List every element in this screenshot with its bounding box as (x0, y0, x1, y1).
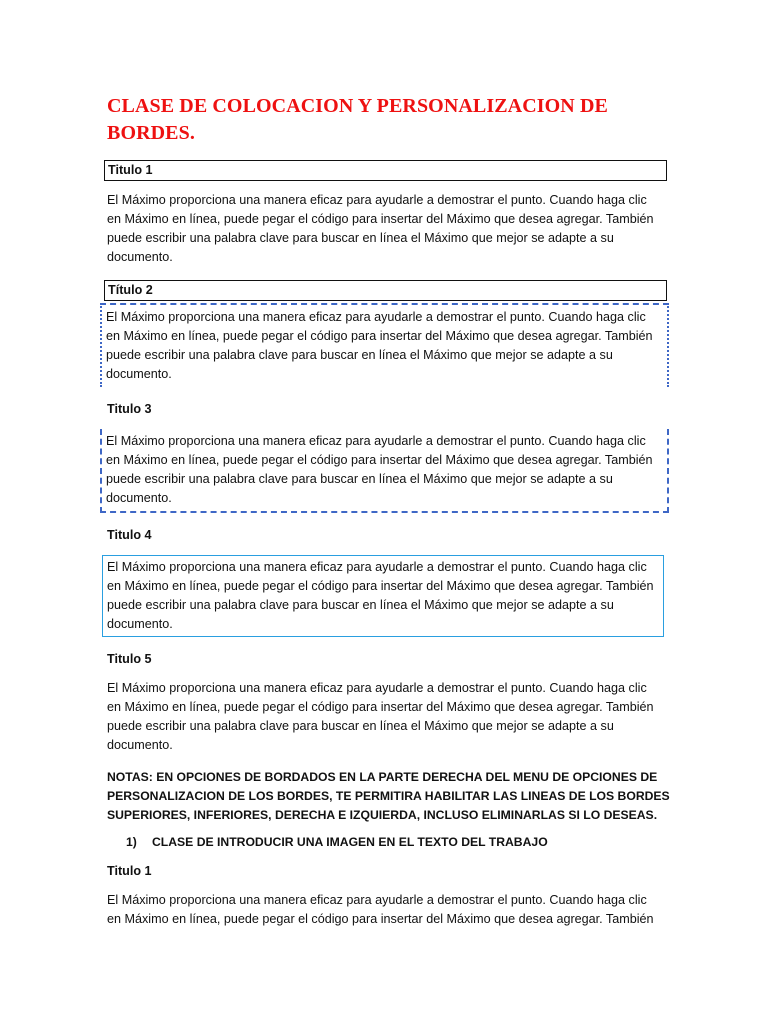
paragraph-line: en Máximo en línea, puede pegar el código para insertar del Máximo que desea agregar. También (107, 579, 654, 593)
document-title-line-2: BORDES. (107, 122, 195, 144)
paragraph-4-blue-border (102, 555, 664, 637)
paragraph-line: El Máximo proporciona una manera eficaz para ayudarle a demostrar el punto. Cuando haga clic (107, 560, 647, 574)
paragraph-line: puede escribir una palabra clave para buscar en línea el Máximo que mejor se adapte a su (107, 719, 614, 733)
heading-titulo-5: Titulo 5 (107, 652, 152, 666)
paragraph-line: El Máximo proporciona una manera eficaz para ayudarle a demostrar el punto. Cuando haga clic (107, 193, 647, 207)
notes-line: NOTAS: EN OPCIONES DE BORDADOS EN LA PARTE DERECHA DEL MENU DE OPCIONES DE (107, 770, 658, 784)
notes-paragraph (107, 768, 670, 825)
paragraph-line: El Máximo proporciona una manera eficaz para ayudarle a demostrar el punto. Cuando haga clic (107, 893, 647, 907)
paragraph-line: en Máximo en línea, puede pegar el código para insertar del Máximo que desea agregar. También (107, 912, 654, 926)
paragraph-2-dashdot-border (100, 303, 669, 387)
paragraph-line: en Máximo en línea, puede pegar el código para insertar del Máximo que desea agregar. También (107, 212, 654, 226)
document-title-line-1: CLASE DE COLOCACION Y PERSONALIZACION DE (107, 95, 608, 117)
heading-titulo-3: Titulo 3 (107, 402, 152, 416)
list-item-text: CLASE DE INTRODUCIR UNA IMAGEN EN EL TEXTO DEL TRABAJO (152, 835, 548, 849)
paragraph-3-dashdot-border (100, 429, 669, 513)
paragraph-line: puede escribir una palabra clave para buscar en línea el Máximo que mejor se adapte a su (107, 231, 614, 245)
paragraph-1 (107, 191, 667, 267)
paragraph-line: en Máximo en línea, puede pegar el código para insertar del Máximo que desea agregar. También (106, 329, 653, 343)
paragraph-line: documento. (106, 367, 172, 381)
paragraph-line: puede escribir una palabra clave para buscar en línea el Máximo que mejor se adapte a su (107, 598, 614, 612)
paragraph-line: en Máximo en línea, puede pegar el código para insertar del Máximo que desea agregar. También (107, 700, 654, 714)
heading-titulo-1-second: Titulo 1 (107, 864, 152, 878)
numbered-list-item-1 (107, 833, 667, 852)
notes-line: SUPERIORES, INFERIORES, DERECHA E IZQUIERDA, INCLUSO ELIMINARLAS SI LO DESEAS. (107, 808, 658, 822)
heading-titulo-1-boxed: Titulo 1 (104, 160, 667, 181)
paragraph-line: documento. (107, 250, 173, 264)
paragraph-line: documento. (106, 491, 172, 505)
heading-titulo-4: Titulo 4 (107, 528, 152, 542)
document-title (107, 93, 667, 147)
paragraph-line: en Máximo en línea, puede pegar el código para insertar del Máximo que desea agregar. También (106, 453, 653, 467)
paragraph-line: El Máximo proporciona una manera eficaz para ayudarle a demostrar el punto. Cuando haga clic (106, 310, 646, 324)
paragraph-line: puede escribir una palabra clave para buscar en línea el Máximo que mejor se adapte a su (106, 472, 613, 486)
paragraph-line: documento. (107, 738, 173, 752)
paragraph-6 (107, 891, 667, 929)
heading-titulo-2-boxed: Título 2 (104, 280, 667, 301)
paragraph-line: puede escribir una palabra clave para buscar en línea el Máximo que mejor se adapte a su (106, 348, 613, 362)
paragraph-line: El Máximo proporciona una manera eficaz para ayudarle a demostrar el punto. Cuando haga clic (106, 434, 646, 448)
list-number: 1) (126, 835, 137, 849)
document-body (106, 93, 670, 942)
notes-line: PERSONALIZACION DE LOS BORDES, TE PERMITIRA HABILITAR LAS LINEAS DE LOS BORDES (107, 789, 670, 803)
paragraph-line: documento. (107, 617, 173, 631)
paragraph-line: El Máximo proporciona una manera eficaz para ayudarle a demostrar el punto. Cuando haga clic (107, 681, 647, 695)
paragraph-5 (107, 679, 667, 755)
